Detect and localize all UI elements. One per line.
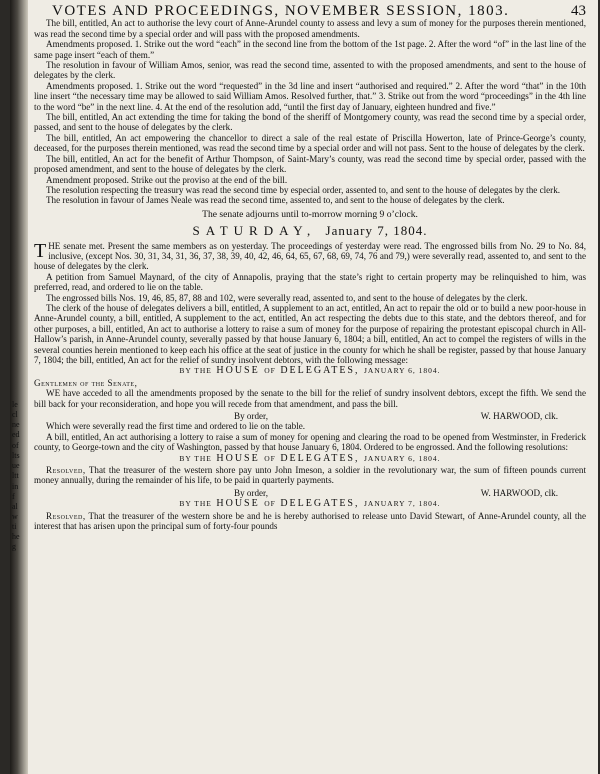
resolution-text: That the treasurer of the western shore be and he is hereby authorised to release unto David Stewart, of Anne-Arundel county, all the interest that has arisen upon the principal sum of forty-four pounds (34, 510, 586, 532)
heading-by: BY THE (179, 366, 212, 376)
heading-of: OF (264, 499, 276, 509)
paragraph: A bill, entitled, An act authorising a lottery to raise a sum of money for opening and clearing the road to be opened from Westminster, in Frederick county, to George-town and the city of Washington, passed by that house January 6, 1804. Ordered to be engrossed. And the following resolutions: (34, 431, 586, 453)
margin-fragment: lts (12, 451, 20, 460)
margin-fragment: g (12, 542, 16, 551)
document-page (10, 0, 598, 774)
margin-fragment: ne (12, 420, 20, 429)
paragraph: The bill, entitled, An act extending the time for taking the bond of the sheriff of Montgomery county, was read the second time by a special order, passed, and sent to the house of delegates by the clerk. (34, 112, 586, 133)
paragraph: The bill, entitled, An act to authorise the levy court of Anne-Arundel county to assess and levy a sum of money for the purposes therein mentioned, was read the second time by a special order and will pass with the proposed amendments. (34, 18, 586, 39)
heading-by: BY THE (179, 499, 212, 509)
margin-fragment: ti (12, 522, 17, 531)
heading-date: JANUARY 7, 1804. (364, 499, 441, 509)
margin-fragment: w (12, 512, 18, 521)
message-salutation: Gentlemen of the Senate, (34, 377, 138, 388)
margin-fragment: cl (12, 410, 18, 419)
heading-delegates: DELEGATES, (280, 365, 360, 377)
margin-fragment: ltt (12, 471, 19, 480)
paragraph: The clerk of the house of delegates delivers a bill, entitled, A supplement to an act, entitled, An act to repair the old or to build a new poor-house in Anne-Arundel county, a bill, entitled, A supplement to the act, entitled, An act respecting the debts due to this state, and the debtors thereof, and for other purposes, a bill, entitled, An act to authorise a lottery to raise a sum of money for the purpose of repairing the protestant episcopal church in All-Hallow’s parish, in Anne-Arundel county, severally passed by that house January 6, 1804; a bill, entitled, An act to compel the registers of wills in the several counties herein mentioned to keep each his office at the seat of justice in the county for which he shall be register, passed by that house January 7, 1804; the bill, entitled, An act for the relief of sundry insolvent debtors, with the following message: (34, 302, 586, 365)
heading-delegates: DELEGATES, (280, 498, 360, 510)
message-heading (34, 499, 586, 509)
paragraph: Amendment proposed. Strike out the proviso at the end of the bill. (46, 174, 288, 185)
paragraph: Amendments proposed. 1. Strike out the word “requested” in the 3d line and insert “authorised and required.” 2. After the word “that” in the 10th line insert “the necessary time may be allowed to said William Amos. Resolved further, that.” 3. Strike out from the word “proceedings” in the 4th line to the word “be” in the next line. 4. At the end of the resolution add, “until the first day of January, eighteen hundred and five.” (34, 80, 586, 112)
heading-date: JANUARY 6, 1804. (364, 453, 441, 463)
binding-gutter (10, 0, 28, 774)
margin-fragment: ue (12, 461, 20, 470)
margin-fragment: f (12, 492, 15, 501)
margin-fragment: of (12, 441, 19, 450)
margin-fragment: in (12, 482, 19, 491)
paragraph: The resolution respecting the treasury was read the second time by especial order, assented to, and sent to the house of delegates by the clerk. (46, 184, 561, 195)
resolution (34, 465, 586, 486)
resolved-word: Resolved, (46, 510, 86, 521)
page-content (34, 3, 587, 532)
paragraph: The resolution in favour of William Amos, senior, was read the second time, assented to with the proposed amendments, and sent to the house of delegates by the clerk. (34, 60, 586, 81)
margin-fragment: ed (12, 430, 20, 439)
margin-fragment: he (12, 532, 20, 541)
heading-house: HOUSE (216, 452, 260, 464)
adjournment-line: The senate adjourns until to-morrow morning 9 o’clock. (202, 208, 418, 220)
paragraph: The engrossed bills Nos. 19, 46, 85, 87, 88 and 102, were severally read, assented to, and sent to the house of delegates by the clerk. (46, 292, 528, 303)
by-order: By order, (234, 487, 268, 498)
clerk-signature: W. HARWOOD, clk. (480, 411, 558, 422)
opening-paragraph (34, 241, 586, 272)
paragraph: Amendments proposed. 1. Strike out the word “each” in the second line from the bottom of the 1st page. 2. After the word “of” in the last line of the same page insert “each of them.” (34, 39, 586, 60)
paragraph: The resolution in favour of James Neale was read the second time, assented to, and sent to the house of delegates by the clerk. (46, 195, 505, 206)
day-date: January 7, 1804. (325, 223, 428, 239)
heading-house: HOUSE (216, 365, 260, 377)
resolved-word: Resolved, (46, 465, 86, 476)
heading-date: JANUARY 6, 1804. (364, 366, 441, 376)
paragraph: A petition from Samuel Maynard, of the city of Annapolis, praying that the state’s right to certain property may be relinquished to him, was preferred, read, and ordered to lie on the table. (34, 271, 586, 293)
resolution (34, 511, 586, 532)
running-header (52, 3, 586, 19)
clerk-signature: W. HARWOOD, clk. (480, 487, 558, 498)
day-heading (34, 223, 586, 239)
heading-of: OF (264, 453, 276, 463)
heading-by: BY THE (179, 453, 212, 463)
day-name: SATURDAY, (192, 223, 317, 239)
heading-house: HOUSE (216, 498, 260, 510)
signature-block (34, 411, 586, 421)
running-title: VOTES AND PROCEEDINGS, NOVEMBER SESSION, 1803. (52, 3, 510, 19)
message-heading (34, 454, 586, 464)
heading-of: OF (264, 366, 276, 376)
opening-text: HE senate met. Present the same members as on yesterday. The proceedings of yesterday were read. The engrossed bills from No. 29 to No. 84, inclusive, (except Nos. 30, 31, 34, 31, 36, 37, 38, 39, 40, 42, 46, 64, 65, 67, 68, 69, 74, 76 and 79,) were severally read, assented to, and sent to the house of delegates by the clerk. (34, 240, 586, 272)
margin-fragment: le (12, 400, 18, 409)
message-heading (34, 366, 586, 376)
margin-fragment: al (12, 502, 18, 511)
paragraph: The bill, entitled, An act empowering the chancellor to direct a sale of the real estate of Priscilla Howerton, late of Prince-George’s county, deceased, for the purposes therein mentioned, was read the second time by a special order and will not pass. Sent to the house of delegates by the clerk. (34, 132, 586, 154)
signature-block (34, 488, 586, 498)
paragraph: The bill, entitled, An act for the benefit of Arthur Thompson, of Saint-Mary’s county, was read the second time by special order, passed with the proposed amendment, and sent to the house of delegates by the clerk. (34, 153, 586, 175)
message-body: WE have acceded to all the amendments proposed by the senate to the bill for the relief of sundry insolvent debtors, except the fifth. We send the bill back for your reconsideration, and hope you will recede from that amendment, and pass the bill. (34, 388, 586, 409)
drop-cap: T (34, 239, 47, 262)
heading-delegates: DELEGATES, (280, 452, 360, 464)
resolution-text: That the treasurer of the western shore pay unto John Imeson, a soldier in the revolutionary war, the sum of fifteen pounds current money annually, during the remainder of his life, to be paid in quarterly payments. (34, 465, 587, 486)
by-order: By order, (234, 411, 268, 422)
page-number: 43 (571, 3, 586, 19)
paragraph: Which were severally read the first time and ordered to lie on the table. (46, 421, 306, 432)
